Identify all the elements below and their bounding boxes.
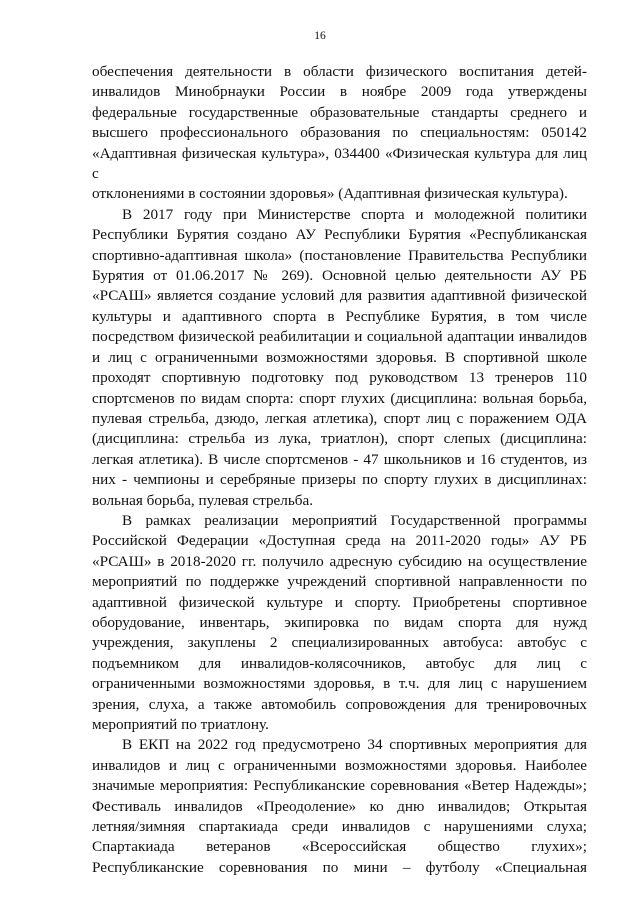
paragraph-3	[92, 511, 587, 735]
paragraph-2	[92, 205, 587, 511]
page-number: 16	[314, 30, 326, 42]
text-line: летняя/зимняя спартакиада среди инвалидов с нарушениями слуха;	[92, 818, 587, 836]
text-line: инвалидов Минобрнауки России в ноябре 2009 года утверждены	[92, 83, 587, 101]
document-body	[92, 62, 587, 878]
text-line: и лиц с ограниченными возможностями здоровья. В спортивной школе	[92, 348, 587, 366]
text-line: вольная борьба, пулевая стрельба.	[92, 491, 314, 509]
paragraph-1	[92, 62, 587, 205]
text-line: инвалидов и лиц с ограниченными возможностями здоровья. Наиболее	[92, 756, 587, 774]
text-line: обеспечения деятельности в области физического воспитания детей-	[92, 63, 587, 80]
text-line: ограниченными возможностями здоровья, в т.ч. для лиц с нарушением	[92, 675, 587, 693]
text-line: оборудование, инвентарь, экипировка по видам спорта для нужд	[92, 613, 587, 631]
text-line: пулевая стрельба, дзюдо, легкая атлетика), спорт лиц с поражением ОДА	[92, 409, 587, 427]
text-line: учреждения, закуплены 2 специализированных автобуса: автобус с	[92, 634, 587, 652]
text-line: Российской Федерации «Доступная среда на 2011-2020 годы» АУ РБ	[92, 532, 587, 550]
text-line: посредством физической реабилитации и социальной адаптации инвалидов	[92, 328, 587, 346]
text-line: отклонениями в состоянии здоровья» (Адаптивная физическая культура).	[92, 185, 568, 203]
text-line: Спартакиада ветеранов «Всероссийская общество глухих»;	[92, 838, 587, 856]
text-line: адаптивной физической культуре и спорту. Приобретены спортивное	[92, 593, 587, 611]
paragraph-4	[92, 735, 587, 878]
text-line: «Адаптивная физическая культура», 034400 «Физическая культура для лиц с	[92, 144, 587, 183]
text-line: Республики Бурятия создано АУ Республики Бурятия «Республиканская	[92, 226, 587, 244]
text-line: значимые мероприятия: Республиканские соревнования «Ветер Надежды»;	[92, 777, 587, 795]
text-line: спортсменов по видам спорта: спорт глухих (дисциплина: вольная борьба,	[92, 389, 587, 407]
text-line: В 2017 году при Министерстве спорта и молодежной политики	[122, 205, 587, 223]
text-line: федеральные государственные образовательные стандарты среднего и	[92, 103, 587, 121]
text-line: (дисциплина: стрельба из лука, триатлон), спорт слепых (дисциплина:	[92, 430, 587, 448]
text-line: «РСАШ» в 2018-2020 гг. получило адресную субсидию на осуществление	[92, 552, 587, 570]
text-line: легкая атлетика). В числе спортсменов - 47 школьников и 16 студентов, из	[92, 450, 587, 468]
text-line: культуры и адаптивного спорта в Республике Бурятия, в том числе	[92, 307, 587, 325]
text-line: мероприятий по триатлону.	[92, 716, 269, 733]
text-line: В рамках реализации мероприятий Государственной программы	[122, 511, 587, 529]
text-line: В ЕКП на 2022 год предусмотрено 34 спортивных мероприятия для	[122, 736, 587, 754]
text-line: подъемником для инвалидов-колясочников, автобус для лиц с	[92, 654, 587, 672]
text-line: спортивно-адаптивная школа» (постановление Правительства Республики	[92, 246, 587, 264]
text-line: Бурятия от 01.06.2017 № 269). Основной целью деятельности АУ РБ	[92, 267, 587, 285]
text-line: «РСАШ» является создание условий для развития адаптивной физической	[92, 287, 587, 305]
text-line: проходят спортивную подготовку под руководством 13 тренеров 110	[92, 369, 587, 387]
text-line: мероприятий по поддержке учреждений спортивной направленности по	[92, 573, 587, 591]
text-line: зрения, слуха, а также автомобиль сопровождения для тренировочных	[92, 695, 587, 713]
text-line: Фестиваль инвалидов «Преодоление» ко дню инвалидов; Открытая	[92, 797, 587, 815]
text-line: них - чемпионы и серебряные призеры по спорту глухих в дисциплинах:	[92, 471, 587, 489]
text-line: Республиканские соревнования по мини – футболу «Специальная	[92, 858, 587, 876]
text-line: высшего профессионального образования по специальностям: 050142	[92, 124, 587, 142]
